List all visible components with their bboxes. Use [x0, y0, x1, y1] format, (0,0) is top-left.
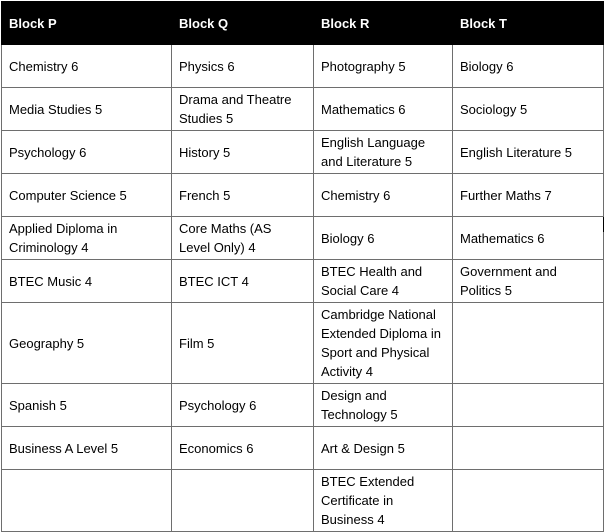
table-cell: Computer Science 5: [2, 174, 172, 217]
table-cell: Biology 6: [314, 217, 453, 260]
table-cell: Psychology 6: [172, 384, 314, 427]
table-cell: Media Studies 5: [2, 88, 172, 131]
table-cell: Spanish 5: [2, 384, 172, 427]
table-cell: Physics 6: [172, 45, 314, 88]
table-cell: Economics 6: [172, 427, 314, 470]
table-cell: Cambridge National Extended Diploma in Sport and Physical Activity 4: [314, 303, 453, 384]
text-cursor: [603, 217, 604, 232]
table-cell: Government and Politics 5: [453, 260, 604, 303]
table-cell: Applied Diploma in Criminology 4: [2, 217, 172, 260]
table-cell: English Language and Literature 5: [314, 131, 453, 174]
table-cell: Art & Design 5: [314, 427, 453, 470]
table-row: [2, 174, 604, 217]
table-row: [2, 384, 604, 427]
table-cell: Design and Technology 5: [314, 384, 453, 427]
table-cell: BTEC Health and Social Care 4: [314, 260, 453, 303]
table-cell: Psychology 6: [2, 131, 172, 174]
header-block-t: Block T: [453, 2, 604, 45]
header-block-r: Block R: [314, 2, 453, 45]
table-row: [2, 260, 604, 303]
table-cell: Chemistry 6: [314, 174, 453, 217]
document-page: [1, 1, 604, 532]
table-row: [2, 470, 604, 532]
table-cell: [172, 470, 314, 532]
table-cell: French 5: [172, 174, 314, 217]
table-cell: Sociology 5: [453, 88, 604, 131]
table-cell: Geography 5: [2, 303, 172, 384]
table-row: [2, 303, 604, 384]
subject-blocks-table: [1, 1, 604, 532]
table-cell: Business A Level 5: [2, 427, 172, 470]
table-cell: [2, 470, 172, 532]
table-cell: BTEC ICT 4: [172, 260, 314, 303]
table-cell: Mathematics 6: [314, 88, 453, 131]
header-block-q: Block Q: [172, 2, 314, 45]
table-cell: BTEC Music 4: [2, 260, 172, 303]
table-cell: BTEC Extended Certificate in Business 4: [314, 470, 453, 532]
table-cell: [453, 427, 604, 470]
table-row: [2, 45, 604, 88]
table-cell: Further Maths 7: [453, 174, 604, 217]
table-cell: Core Maths (AS Level Only) 4: [172, 217, 314, 260]
table-cell: [453, 384, 604, 427]
table-cell: Film 5: [172, 303, 314, 384]
table-cell: English Literature 5: [453, 131, 604, 174]
table-cell: Biology 6: [453, 45, 604, 88]
table-cell: Chemistry 6: [2, 45, 172, 88]
table-cell: Photography 5: [314, 45, 453, 88]
table-row: [2, 131, 604, 174]
table-cell: Drama and Theatre Studies 5: [172, 88, 314, 131]
table-cell: History 5: [172, 131, 314, 174]
header-block-p: Block P: [2, 2, 172, 45]
table-row: [2, 88, 604, 131]
table-row: [2, 217, 604, 260]
header-row: [2, 2, 604, 45]
table-cell: [453, 470, 604, 532]
table-cell: [453, 303, 604, 384]
table-cell: Mathematics 6: [453, 217, 604, 260]
table-row: [2, 427, 604, 470]
